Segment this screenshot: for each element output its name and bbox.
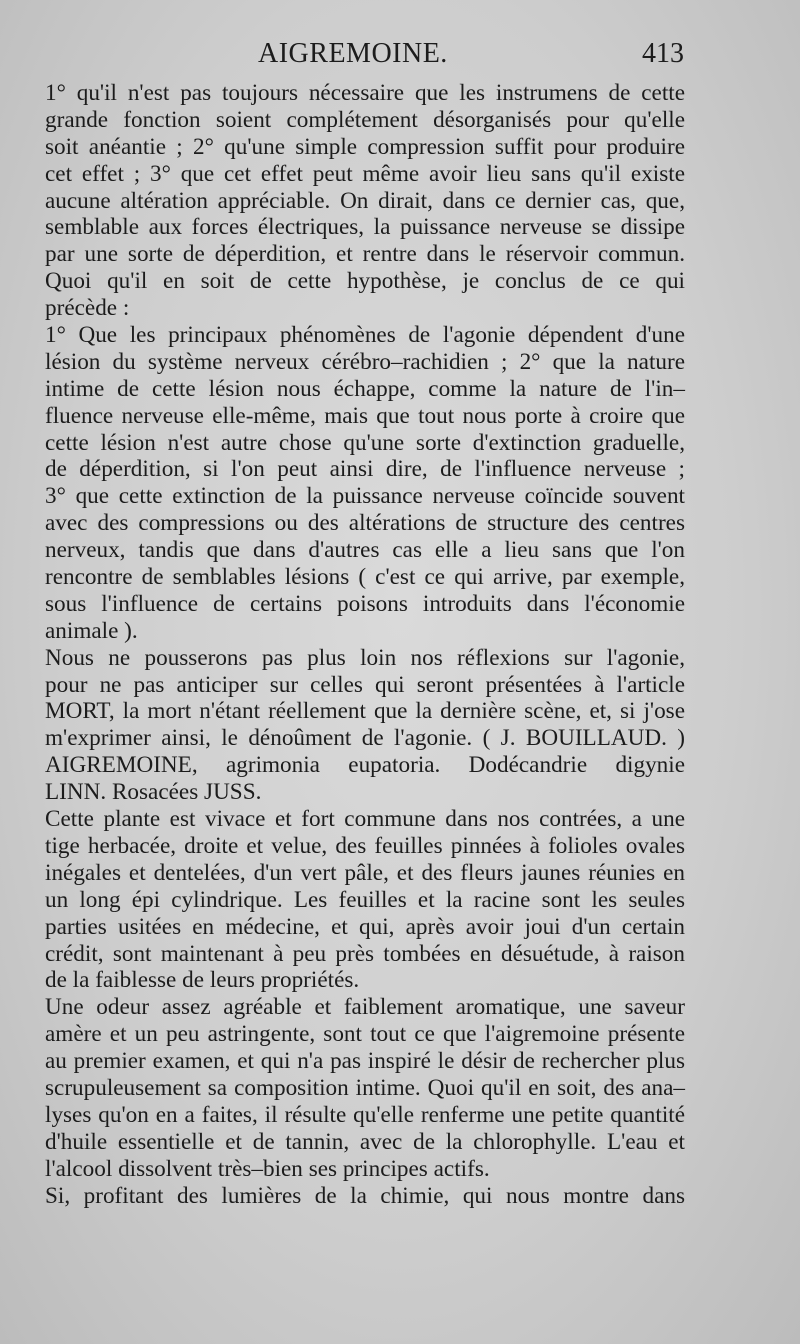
text-line: lyses qu'on en a faites, il résulte qu'elle renferme une petite quantité: [45, 1101, 685, 1128]
text-line: cet effet ; 3° que cet effet peut même avoir lieu sans qu'il existe: [45, 160, 685, 187]
text-line: 3° que cette extinction de la puissance nerveuse coïncide souvent: [45, 483, 685, 510]
text-line: m'exprimer ainsi, le dénoûment de l'agonie. ( J. BOUILLAUD. ): [45, 725, 685, 752]
text-line: LINN. Rosacées JUSS.: [45, 779, 262, 806]
text-line: inégales et dentelées, d'un vert pâle, et des fleurs jaunes réunies en: [45, 859, 685, 886]
text-line: 1° Que les principaux phénomènes de l'agonie dépendent d'une: [45, 322, 685, 349]
text-line: au premier examen, et qui n'a pas inspiré le désir de rechercher plus: [45, 1048, 685, 1075]
text-line: de déperdition, si l'on peut ainsi dire, de l'influence nerveuse ;: [45, 456, 685, 483]
text-line: nerveux, tandis que dans d'autres cas elle a lieu sans que l'on: [45, 537, 685, 564]
text-line: 1° qu'il n'est pas toujours nécessaire que les instrumens de cette: [45, 80, 685, 106]
running-head: [0, 38, 800, 78]
text-line: Nous ne pousserons pas plus loin nos réflexions sur l'agonie,: [45, 644, 685, 671]
text-line: pour ne pas anticiper sur celles qui seront présentées à l'article: [45, 671, 685, 698]
text-line: soit anéantie ; 2° qu'une simple compression suffit pour produire: [45, 133, 685, 160]
running-title: AIGREMOINE.: [258, 38, 448, 69]
text-line: amère et un peu astringente, sont tout ce que l'aigremoine présente: [45, 1021, 685, 1048]
text-line: intime de cette lésion nous échappe, comme la nature de l'in–: [45, 375, 685, 402]
text-line: rencontre de semblables lésions ( c'est ce qui arrive, par exemple,: [45, 564, 685, 591]
text-line: précède :: [45, 295, 130, 322]
page-number: 413: [642, 38, 684, 69]
text-line: par une sorte de déperdition, et rentre dans le réservoir commun.: [45, 241, 685, 268]
text-line: crédit, sont maintenant à peu près tombées en désuétude, à raison: [45, 940, 685, 967]
text-line: Cette plante est vivace et fort commune dans nos contrées, a une: [45, 806, 685, 833]
text-line: Quoi qu'il en soit de cette hypothèse, je conclus de ce qui: [45, 268, 685, 295]
text-line: animale ).: [45, 617, 138, 644]
text-line: un long épi cylindrique. Les feuilles et la racine sont les seules: [45, 886, 685, 913]
text-line: l'alcool dissolvent très–bien ses principes actifs.: [45, 1155, 490, 1182]
text-line: tige herbacée, droite et velue, des feuilles pinnées à folioles ovales: [45, 832, 685, 859]
text-line: de la faiblesse de leurs propriétés.: [45, 967, 360, 994]
body-text: [45, 80, 685, 1209]
text-line: scrupuleusement sa composition intime. Quoi qu'il en soit, des ana–: [45, 1074, 685, 1101]
text-line: Une odeur assez agréable et faiblement aromatique, une saveur: [45, 994, 685, 1021]
text-line: avec des compressions ou des altérations de structure des centres: [45, 510, 685, 537]
text-line: MORT, la mort n'étant réellement que la dernière scène, et, si j'ose: [45, 698, 685, 725]
text-line: lésion du système nerveux cérébro–rachidien ; 2° que la nature: [45, 348, 685, 375]
text-line: aucune altération appréciable. On dirait, dans ce dernier cas, que,: [45, 187, 685, 214]
text-line: fluence nerveuse elle-même, mais que tout nous porte à croire que: [45, 402, 685, 429]
text-line: Si, profitant des lumières de la chimie, qui nous montre dans: [45, 1182, 685, 1209]
text-line: AIGREMOINE, agrimonia eupatoria. Dodécandrie digynie: [45, 752, 685, 779]
text-line: semblable aux forces électriques, la puissance nerveuse se dissipe: [45, 214, 685, 241]
text-line: d'huile essentielle et de tannin, avec de la chlorophylle. L'eau et: [45, 1128, 685, 1155]
text-line: grande fonction soient complétement désorganisés pour qu'elle: [45, 106, 685, 133]
text-line: cette lésion n'est autre chose qu'une sorte d'extinction graduelle,: [45, 429, 685, 456]
text-line: sous l'influence de certains poisons introduits dans l'économie: [45, 590, 685, 617]
text-line: parties usitées en médecine, et qui, après avoir joui d'un certain: [45, 913, 685, 940]
